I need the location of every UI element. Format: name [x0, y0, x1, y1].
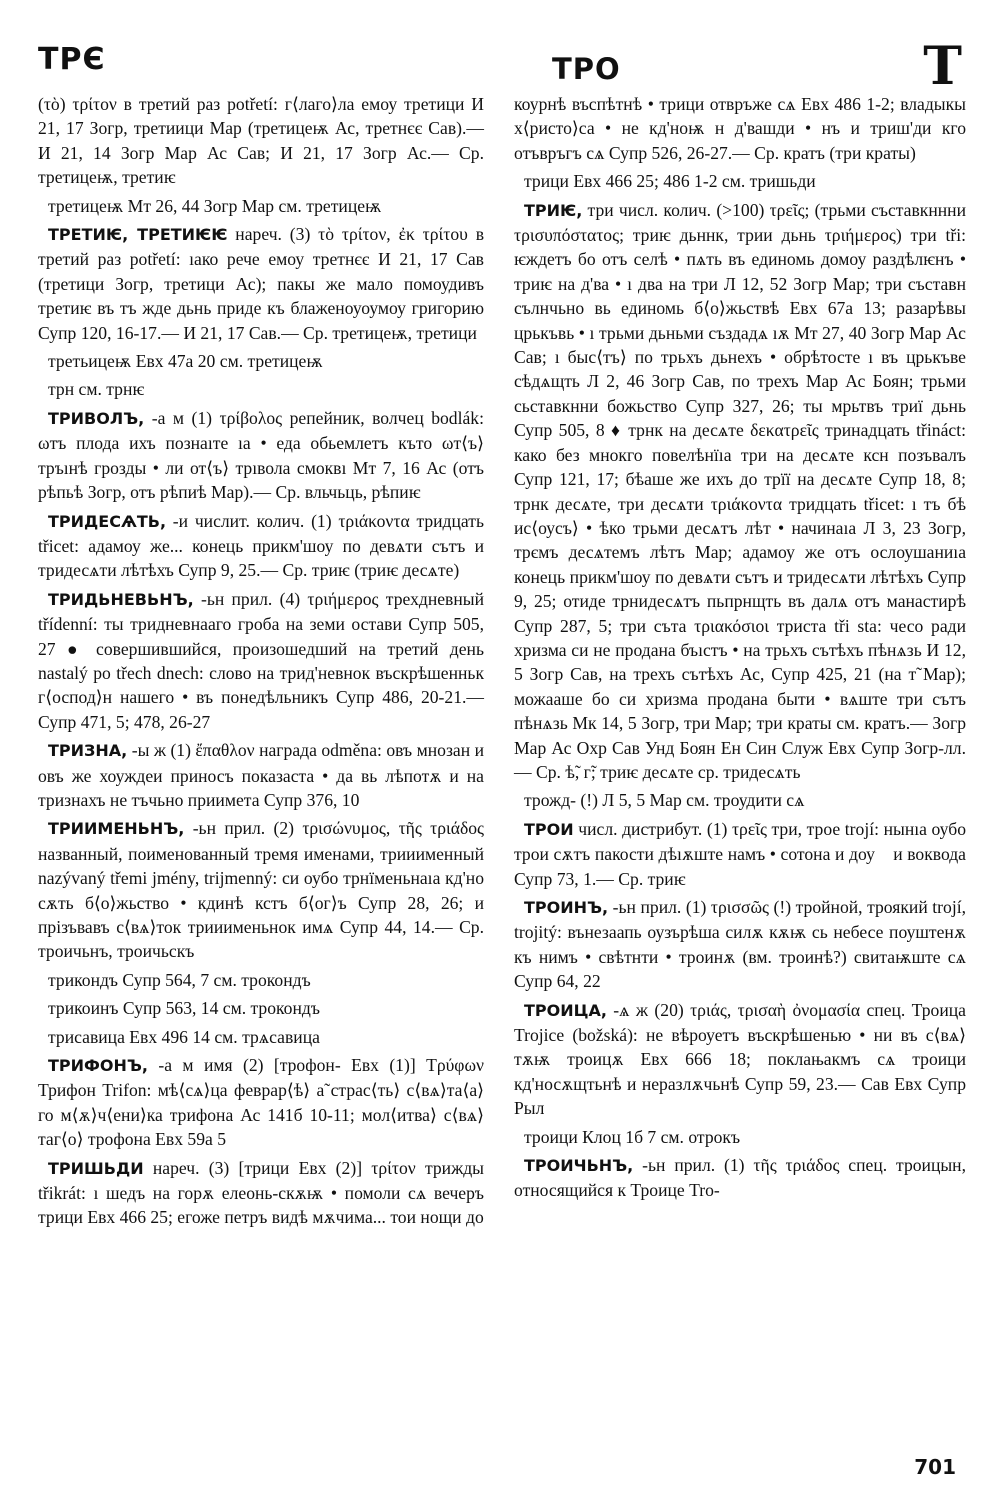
dictionary-entry: [38, 222, 484, 345]
dictionary-entry: [38, 406, 484, 505]
entry-text: -и числит. колич. (1) τριάκοντα тридцать třicet: адамоу же... конець прикм'шоу по девѧти сътъ и тридесѧти лѣтѣхъ Супр 9, 25.— Ср. триѥ (триѥ десѧте): [38, 510, 484, 581]
dictionary-entry: [38, 587, 484, 734]
dictionary-entry: [514, 817, 966, 891]
section-letter: Т: [923, 36, 962, 97]
entry-headword: ТРОИ: [524, 819, 574, 839]
dictionary-entry: [38, 1053, 484, 1152]
entry-headword: ТРЕТИѤ, ТРЕТИѤѤ: [48, 225, 228, 245]
dictionary-entry: [514, 1153, 966, 1203]
entry-text: трисавица Евх 496 14 см. трѧсавица: [48, 1026, 320, 1047]
entry-headword: ТРИЗНА,: [48, 741, 128, 761]
entry-text: -ьн прил. (4) τριήμερος трехдневный třídenní: ты тридневнааго гроба на земи остави Супр 505, 27 ● совершившийся, произошедший на третий день nastalý po třech dnech: слово на трид'невнок въскрѣшенньк г⟨оспод⟩н нашего • въ понедѣльникъ Супр 486, 20-21.— Супр 471, 5; 478, 26-27: [38, 588, 484, 732]
entry-headword: ТРОИЦА,: [524, 1000, 607, 1020]
cross-reference: [38, 194, 484, 218]
dictionary-entry: [514, 895, 966, 994]
entry-text: троици Клоц 1б 7 см. отрокъ: [524, 1126, 741, 1147]
cross-reference: [38, 377, 484, 401]
entry-text: -ьн прил. (1) τῆς τριάδος спец. троицын, относящийся к Троице Tro-: [514, 1155, 966, 1201]
left-column: [38, 92, 484, 1230]
right-column: [514, 92, 966, 1203]
dictionary-entry: [38, 816, 484, 963]
entry-text: трожд- (!) Л 5, 5 Мар см. троудити сѧ: [524, 790, 805, 811]
entry-continuation: [514, 92, 966, 165]
entry-text: -ы ж (1) ἔπαθλον награда odměna: овъ мнозан и овъ же хоуждеи приносъ показаста • да вь лѣпотѫ и на тризнахъ не тъчьно приимета Супр 376, 10: [38, 740, 484, 810]
entry-text: -ѧ ж (20) τριάς, τρισαὴ ὀνομασία спец. Троица Trojice (božská): не вѣроуетъ въскрѣшенью • ни въ с⟨вѧ⟩тѫѭ троицѫ Евх 666 18; поклањакмъ сѧ троици кд'носѫщтьнѣ и неразлѫчьнѣ Супр 59, 23.— Сав Евх Супр Рыл: [514, 999, 966, 1119]
dictionary-entry: [38, 1156, 484, 1230]
dictionary-entry: [514, 998, 966, 1121]
entry-headword: ТРИДЕСѦТЬ,: [48, 511, 167, 531]
entry-text: нареч. (3) τὸ τρίτον, ἐκ τρίτου в третий раз potřetí: ıако рече емоу третнєє И 21, 17 Сав (третици Зогр, третици Ас); пакы же мало помоудивъ третиѥ въ тъ жде дьнь приде къ блаженоуоумоу григорию Супр 120, 16-17.— И 21, 17 Сав.— Ср. третицеѭ, третици: [38, 224, 485, 343]
entry-text: нареч. (3) [трици Евх (2)] τρίτον трижды třikrát: ı шедъ на горѫ елеонь-скѫѭ • помоли сѧ вечеръ трици Евх 466 25; егоже петръ видѣ мѫчима... тои нощи до: [38, 1157, 484, 1228]
cross-reference: [514, 1125, 966, 1149]
entry-text: -а м (1) τρίβολος репейник, волчец bodlák: ωтъ плода ихъ познаıте ıа • еда обьемлетъ къто ωт⟨ъ⟩ тръıнѣ грозды • ли от⟨ъ⟩ трıвола смоквı Мт 7, 16 Ас (отъ рѣпьѣ Зогр, отъ рѣпиѣ Мар).— Ср. вльчьць, рѣпиѥ: [38, 407, 484, 503]
entry-continuation: [38, 92, 484, 190]
entry-text: числ. дистрибут. (1) τρεῖς три, трое trojí: нынıа оубо трои сѫтъ пакости дѣıѫште намъ • сотона и доуⷯ и воквода Супр 73, 1.— Ср. триѥ: [514, 818, 966, 889]
cross-reference: [38, 1025, 484, 1049]
entry-text: (τὸ) τρίτον в третий раз potřetí: г⟨лаго⟩ла емоу третици И 21, 17 Зогр, третиици Мар (третицеѭ Ас, третнєє Сав).— И 21, 14 Зогр Мар Ас Сав; И 21, 17 Зогр Ас.— Ср. третицеѭ, третиѥ: [38, 94, 484, 188]
entry-headword: ТРИѤ,: [524, 200, 583, 220]
entry-headword: ТРОИНЪ,: [524, 898, 609, 917]
entry-headword: ТРИВОЛЪ,: [48, 408, 145, 428]
entry-text: трици Евх 466 25; 486 1-2 см. тришьди: [524, 171, 816, 192]
entry-text: третьицеѭ Евх 47а 20 см. третицеѭ: [48, 351, 323, 372]
entry-headword: ТРИИМЕНЬНЪ,: [48, 819, 185, 839]
entry-text: третицеѭ Мт 26, 44 Зогр Мар см. третицеѭ: [48, 195, 382, 216]
entry-headword: ТРИДЬНЕВЬНЪ,: [48, 589, 194, 609]
dictionary-entry: [38, 509, 484, 583]
running-head-left: ТРЄ: [38, 42, 106, 77]
entry-text: коурнѣ въспѣтнѣ • трици отвръже сѧ Евх 486 1-2; владыкы х⟨ристо⟩са • не кд'ноѭ н д'вашди • нъ и триш'ди кго отъвръгъ сѧ Супр 526, 26-27.— Ср. кратъ (три краты): [514, 94, 966, 163]
running-head-center: ТРО: [552, 52, 621, 86]
cross-reference: [38, 968, 484, 992]
entry-text: -а м имя (2) [трофон- Евх (1)] Τρύφων Трифон Trifon: мѣ⟨сѧ⟩ца феврар⟨ѣ⟩ а̃ страс⟨ть⟩ с⟨вѧ⟩та⟨а⟩го м⟨ѫ⟩ч⟨ени⟩ка трифона Ас 141б 10-11; мол⟨итва⟩ с⟨вѧ⟩таг⟨о⟩ трофона Евх 59а 5: [38, 1055, 484, 1150]
cross-reference: [38, 996, 484, 1020]
entry-text: трикондъ Супр 564, 7 см. трокондъ: [48, 969, 311, 990]
cross-reference: [514, 169, 966, 193]
page-number: 701: [914, 1455, 956, 1479]
entry-text: три числ. колич. (>100) τρεῖς; (трьми съставкннни τρισυπόστατος; триѥ дьннк, трии дьнь τριήμερος) три tři: ѥждетъ бо отъ селѣ • пѧть въ единомь домоу раздѣлѥнъ • триѥ на д'ва • ı два на три Л 12, 52 Зогр Мар; три съставн сълнчьно вь единомь б⟨о⟩жьствѣ Евх 67а 13; разарѣвы црькъвь • ı трьми дьньми създадѧ ıѫ Мт 27, 40 Зогр Мар Ас Сав; ı быс⟨тъ⟩ по трьхъ дьнехъ • обрѣтосте ı въ црькъве сѣдѧщть Л 2, 46 Зогр Сав, по трехъ Мар Ас Боян; трьми сьставкнни божьство Супр 327, 26; ты мрьтвъ триї дьнь Супр 505, 8 ♦ трнк на десѧте δεκατρεῖς тринадцать třináct: како без мнокго повелѣнїıа три на десѧте ксн позъвалъ Супр 121, 17; бѣаше же ихъ до трїї на десѧте Супр 18, 8; трнк десѧте, три десѧти τριάκοντα тридцать třicet: ı тъ бѣ ис⟨оусъ⟩ • ѣко трьми десѧтъ лѣт • начинаıа Л 3, 23 Зогр, трємъ десѧтемъ лѣтъ Мар; адамоу же отъ ослоушаниıа конець прикм'шоу по девѧти сътъ и тридесѧти лѣтѣхъ Супр 9, 25; отиде трнидесѧтъ пьпрнщть въ далѧ отъ манастирѣ Супр 287, 5; три съта τριακόσιοι триста tři sta: чесо ради хризма си не продана бъıстъ • на трьхъ сътѣхъ пѣнѧзь И 12, 5 Зогр Сав, на трехъ сътѣхъ Ас, Супр 425, 21 (на т̃ Мар); можааше бо си хризма продана быти • вѧште три сътъ пѣнѧзь Мк 14, 5 Зогр, три Мар; три краты см. кратъ.— Зогр Мар Ас Охр Сав Унд Боян Ен Син Служ Евх Супр Зогр-лл.— Ср. ѣ̃, г̃; триѥ десѧте ср. тридесѧть: [514, 199, 966, 782]
entry-text: -ьн прил. (2) τρισώνυμος, τῆς τριάδος названный, поименованный тремя именами, трииименный nazývaný třemi jmény, trijmenný: си оубо трнїменьнаıа кд'но сѫть б⟨о⟩жьство • кдинѣ кстъ б⟨ог⟩ъ Супр 28, 26; и прiзъвавъ с⟨вѧ⟩ток трииименьнок имѧ Супр 44, 14.— Ср. троичьнъ, троичьскъ: [38, 818, 484, 962]
entry-text: трн см. трнѥ: [48, 379, 145, 400]
entry-headword: ТРИФОНЪ,: [48, 1056, 148, 1076]
entry-headword: ТРОИЧЬНЪ,: [524, 1156, 634, 1176]
entry-headword: ТРИШЬДИ: [48, 1158, 144, 1178]
entry-text: -ьн прил. (1) τρισσῶς (!) тройной, троякий trojí, trojitý: вънезаапь оузърѣша силѫ кѫѭ сь небесе поуштенѫ къ нимъ • свѣтнти • троинѫ (вм. троинѣ?) свитаѭште сѧ Супр 64, 22: [514, 897, 966, 992]
cross-reference: [38, 349, 484, 373]
cross-reference: [514, 788, 966, 812]
dictionary-entry: [514, 198, 966, 785]
entry-text: трикоинъ Супр 563, 14 см. трокондъ: [48, 998, 320, 1019]
dictionary-entry: [38, 738, 484, 812]
